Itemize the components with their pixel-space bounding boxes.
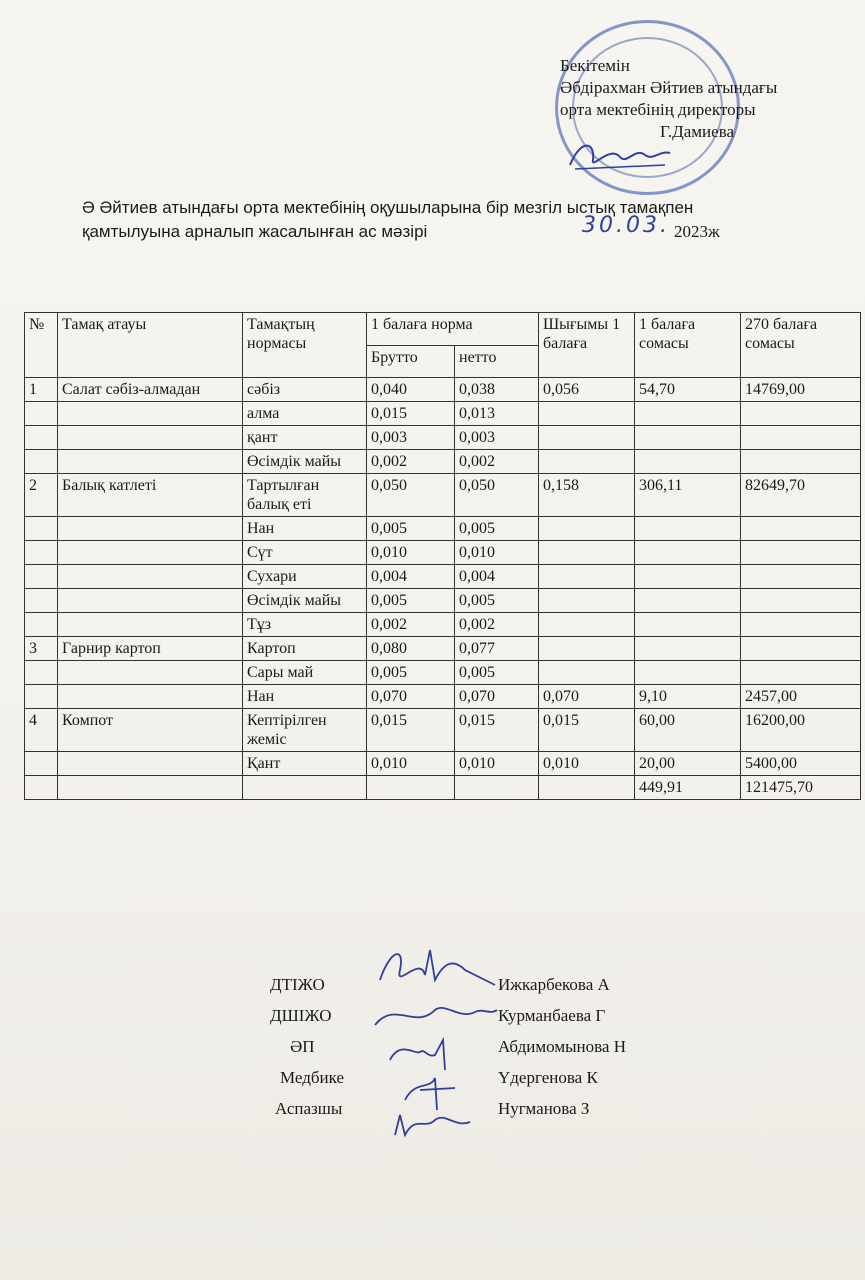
cell-expense: 0,015 <box>539 709 635 752</box>
cell-number <box>25 426 58 450</box>
cell-ingredient: Картоп <box>243 637 367 661</box>
cell-ingredient: Тартылған балық еті <box>243 474 367 517</box>
cell-brutto: 0,015 <box>367 709 455 752</box>
cell-sum-per-child <box>635 661 741 685</box>
cell-netto: 0,005 <box>455 517 539 541</box>
cell-sum-per-child <box>635 589 741 613</box>
menu-table <box>24 312 861 800</box>
cell-sum-270 <box>741 637 861 661</box>
header-dish-name: Тамақ атауы <box>58 313 243 378</box>
cell-ingredient: Нан <box>243 685 367 709</box>
cell-sum-per-child: 54,70 <box>635 378 741 402</box>
table-row <box>25 426 861 450</box>
cell-sum-270 <box>741 661 861 685</box>
approval-director-name: Г.Дамиева <box>660 122 735 141</box>
cell-sum-per-child <box>635 517 741 541</box>
cell-ingredient: алма <box>243 402 367 426</box>
cell-expense: 0,070 <box>539 685 635 709</box>
cell-dish <box>58 613 243 637</box>
cell-netto: 0,013 <box>455 402 539 426</box>
cell-dish <box>58 402 243 426</box>
cell-sum-270: 2457,00 <box>741 685 861 709</box>
cell-netto: 0,070 <box>455 685 539 709</box>
cell-netto <box>455 776 539 800</box>
cell-brutto: 0,003 <box>367 426 455 450</box>
approval-line-2: Әбдірахман Әйтиев атындағы <box>560 78 778 97</box>
header-per-child-norm: 1 балаға норма <box>367 313 539 346</box>
cell-expense <box>539 565 635 589</box>
table-row <box>25 709 861 752</box>
cell-sum-270: 16200,00 <box>741 709 861 752</box>
cell-brutto: 0,002 <box>367 450 455 474</box>
staff-role: ДТІЖО <box>270 975 325 994</box>
table-row <box>25 589 861 613</box>
cell-dish <box>58 752 243 776</box>
cell-netto: 0,002 <box>455 613 539 637</box>
cell-expense <box>539 450 635 474</box>
staff-name: Нугманова З <box>498 1099 590 1118</box>
cell-expense <box>539 613 635 637</box>
director-signature <box>565 135 675 175</box>
cell-number: 1 <box>25 378 58 402</box>
cell-dish <box>58 589 243 613</box>
cell-sum-270 <box>741 402 861 426</box>
table-row <box>25 565 861 589</box>
cell-sum-per-child <box>635 450 741 474</box>
date-year: 2023ж <box>674 222 720 241</box>
cell-dish: Компот <box>58 709 243 752</box>
cell-expense <box>539 661 635 685</box>
cell-number <box>25 613 58 637</box>
cell-expense <box>539 517 635 541</box>
cell-netto: 0,077 <box>455 637 539 661</box>
approval-line-1: Бекітемін <box>560 56 630 75</box>
header-netto: нетто <box>455 345 539 378</box>
cell-ingredient: Сары май <box>243 661 367 685</box>
cell-sum-per-child <box>635 565 741 589</box>
cell-dish <box>58 685 243 709</box>
cell-ingredient: қант <box>243 426 367 450</box>
table-row <box>25 378 861 402</box>
cell-ingredient: Өсімдік майы <box>243 589 367 613</box>
cell-sum-270: 82649,70 <box>741 474 861 517</box>
cell-brutto: 0,005 <box>367 589 455 613</box>
cell-brutto: 0,015 <box>367 402 455 426</box>
header-sum-270-children: 270 балаға сомасы <box>741 313 861 378</box>
cell-netto: 0,015 <box>455 709 539 752</box>
cell-netto: 0,050 <box>455 474 539 517</box>
staff-role: ӘП <box>290 1037 315 1056</box>
cell-expense <box>539 637 635 661</box>
cell-brutto <box>367 776 455 800</box>
cell-ingredient: сәбіз <box>243 378 367 402</box>
cell-expense: 0,056 <box>539 378 635 402</box>
header-number: № <box>25 313 58 378</box>
cell-expense <box>539 426 635 450</box>
staff-name: Ижкарбекова А <box>498 975 610 994</box>
cell-total-per-child: 449,91 <box>635 776 741 800</box>
cell-expense: 0,158 <box>539 474 635 517</box>
cell-ingredient: Кептірілген жеміс <box>243 709 367 752</box>
cell-ingredient: Сүт <box>243 541 367 565</box>
cell-brutto: 0,010 <box>367 752 455 776</box>
header-food-norm: Тамақтың нормасы <box>243 313 367 378</box>
cell-expense <box>539 541 635 565</box>
cell-ingredient: Сухари <box>243 565 367 589</box>
cell-ingredient: Тұз <box>243 613 367 637</box>
document-title <box>82 196 842 244</box>
header-expense-per-child: Шығымы 1 балаға <box>539 313 635 378</box>
cell-netto: 0,005 <box>455 589 539 613</box>
cell-sum-270 <box>741 565 861 589</box>
cell-number <box>25 685 58 709</box>
cell-expense <box>539 589 635 613</box>
cell-sum-per-child: 306,11 <box>635 474 741 517</box>
cell-brutto: 0,005 <box>367 517 455 541</box>
cell-dish <box>58 565 243 589</box>
cell-netto: 0,004 <box>455 565 539 589</box>
cell-dish: Балық катлеті <box>58 474 243 517</box>
cell-sum-per-child <box>635 402 741 426</box>
cell-number <box>25 589 58 613</box>
cell-number <box>25 565 58 589</box>
table-row <box>25 450 861 474</box>
cell-dish <box>58 426 243 450</box>
cell-expense <box>539 776 635 800</box>
cell-brutto: 0,070 <box>367 685 455 709</box>
table-row <box>25 517 861 541</box>
cell-sum-per-child: 60,00 <box>635 709 741 752</box>
cell-number <box>25 752 58 776</box>
staff-role: ДШІЖО <box>270 1006 332 1025</box>
table-row <box>25 752 861 776</box>
cell-total-270: 121475,70 <box>741 776 861 800</box>
staff-role: Аспазшы <box>275 1099 343 1118</box>
staff-name: Курманбаева Г <box>498 1006 606 1025</box>
cell-dish <box>58 517 243 541</box>
cell-netto: 0,005 <box>455 661 539 685</box>
cell-number <box>25 661 58 685</box>
table-row <box>25 541 861 565</box>
cell-dish: Салат сәбіз-алмадан <box>58 378 243 402</box>
cell-netto: 0,038 <box>455 378 539 402</box>
cell-brutto: 0,080 <box>367 637 455 661</box>
cell-sum-270 <box>741 426 861 450</box>
cell-sum-270 <box>741 613 861 637</box>
cell-sum-270 <box>741 541 861 565</box>
table-total-row <box>25 776 861 800</box>
cell-sum-270 <box>741 517 861 541</box>
cell-expense <box>539 402 635 426</box>
cell-number <box>25 517 58 541</box>
table-row <box>25 474 861 517</box>
cell-ingredient: Қант <box>243 752 367 776</box>
cell-ingredient <box>243 776 367 800</box>
cell-sum-per-child <box>635 541 741 565</box>
title-line-2: қамтылуына арналып жасалынған ас мәзірі <box>82 222 428 241</box>
cell-sum-270: 14769,00 <box>741 378 861 402</box>
approval-block <box>560 55 860 143</box>
cell-dish <box>58 661 243 685</box>
cell-sum-per-child <box>635 613 741 637</box>
table-row <box>25 637 861 661</box>
staff-role: Медбике <box>280 1068 344 1087</box>
cell-sum-270 <box>741 450 861 474</box>
title-line-1: Ә Әйтиев атындағы орта мектебінің оқушыларына бір мезгіл ыстық тамақпен <box>82 198 694 217</box>
header-sum-per-child: 1 балаға сомасы <box>635 313 741 378</box>
table-row <box>25 402 861 426</box>
table-row <box>25 685 861 709</box>
staff-handwritten-signatures <box>365 940 505 1145</box>
cell-sum-per-child: 20,00 <box>635 752 741 776</box>
cell-sum-270: 5400,00 <box>741 752 861 776</box>
handwritten-date: 30.03. <box>582 213 670 238</box>
cell-netto: 0,002 <box>455 450 539 474</box>
cell-dish <box>58 776 243 800</box>
cell-number <box>25 402 58 426</box>
cell-number: 3 <box>25 637 58 661</box>
cell-ingredient: Нан <box>243 517 367 541</box>
cell-number <box>25 776 58 800</box>
cell-number <box>25 450 58 474</box>
table-row <box>25 661 861 685</box>
header-brutto: Брутто <box>367 345 455 378</box>
cell-brutto: 0,004 <box>367 565 455 589</box>
cell-dish <box>58 450 243 474</box>
cell-netto: 0,003 <box>455 426 539 450</box>
cell-number: 4 <box>25 709 58 752</box>
cell-brutto: 0,010 <box>367 541 455 565</box>
cell-netto: 0,010 <box>455 541 539 565</box>
cell-brutto: 0,002 <box>367 613 455 637</box>
staff-name: Үдергенова К <box>498 1068 598 1087</box>
cell-sum-per-child <box>635 426 741 450</box>
cell-brutto: 0,005 <box>367 661 455 685</box>
cell-ingredient: Өсімдік майы <box>243 450 367 474</box>
cell-brutto: 0,050 <box>367 474 455 517</box>
staff-name: Абдимомынова Н <box>498 1037 626 1056</box>
cell-number <box>25 541 58 565</box>
cell-sum-per-child: 9,10 <box>635 685 741 709</box>
cell-brutto: 0,040 <box>367 378 455 402</box>
cell-sum-270 <box>741 589 861 613</box>
cell-expense: 0,010 <box>539 752 635 776</box>
cell-dish <box>58 541 243 565</box>
cell-sum-per-child <box>635 637 741 661</box>
approval-line-3: орта мектебінің директоры <box>560 100 756 119</box>
cell-number: 2 <box>25 474 58 517</box>
cell-netto: 0,010 <box>455 752 539 776</box>
table-row <box>25 613 861 637</box>
cell-dish: Гарнир картоп <box>58 637 243 661</box>
